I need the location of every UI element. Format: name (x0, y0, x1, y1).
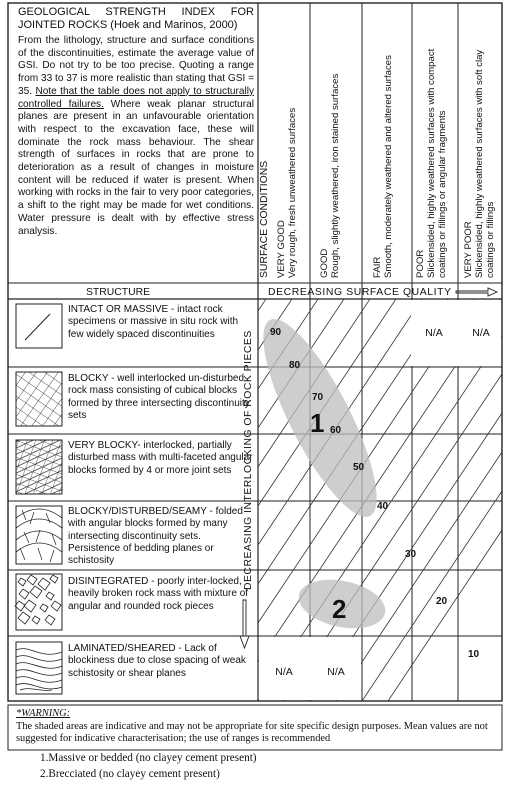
structure-row-blocky (68, 373, 254, 422)
column-name: VERY GOOD (276, 220, 287, 278)
na-label: N/A (472, 327, 490, 339)
structure-name: DISINTEGRATED (68, 576, 149, 587)
structure-row-laminated (68, 643, 254, 680)
column-desc: Very rough, fresh unweathered surfaces (287, 107, 298, 278)
gsi-value: 70 (312, 392, 324, 403)
column-desc: Smooth, moderately weathered and altered surfaces (383, 55, 394, 278)
very-blocky-icon (16, 440, 62, 494)
warning-text (16, 708, 504, 746)
seamy-icon (16, 506, 62, 564)
zone-label-1: 1 (310, 408, 325, 438)
structure-desc: - interlocked, partially disturbed mass with multi-faceted angular blocks formed by 4 or more joint sets (68, 440, 253, 476)
decreasing-interlocking-label: DECREASING INTERLOCKING OF ROCK PIECES (243, 330, 254, 590)
structure-desc: - Lack of blockiness due to close spacing of weak schistosity or shear planes (68, 643, 246, 679)
decreasing-surface-quality-label: DECREASING SURFACE QUALITY (268, 287, 452, 298)
intro-underlined-note: Note that the table does not apply to structurally controlled failures. (18, 85, 254, 110)
column-desc-line-1: Slickensided, highly weathered surfaces with soft clay (474, 49, 485, 278)
intro-body-b: Where weak planar structural planes are present in an unfavourable orientation with respect to the excavation face, these will dominate the rock mass behaviour. The shear strength of surfaces in rocks that are prone to deterioration as a result of changes in moisture content will be reduced if water is present. When working with rocks in the fair to very poor categories, a shift to the right may be made for wet conditions. Water pressure is dealt with by effective stress analysis. (18, 98, 254, 237)
note-2: 2.Brecciated (no clayey cement present) (40, 768, 220, 780)
intro-body-a: From the lithology, structure and surface conditions of the discontinuities, estimate the average value of GSI. Do not try to be too precise. Quoting a range from 33 to 37 is more realistic than stating that GSI = 35. (18, 35, 254, 97)
blocky-icon (16, 372, 62, 426)
structure-desc: - poorly inter-locked, heavily broken rock mass with mixture of angular and rounded rock pieces (68, 576, 249, 612)
gsi-value: 90 (270, 327, 282, 338)
disintegrated-icon (15, 574, 62, 630)
gsi-value: 40 (377, 501, 389, 512)
gsi-value: 30 (405, 549, 417, 560)
intro-text (18, 6, 254, 238)
column-name: GOOD (319, 248, 330, 278)
note-1: 1.Massive or bedded (no clayey cement present) (40, 752, 257, 764)
laminated-icon (16, 642, 62, 694)
structure-name: INTACT OR MASSIVE (68, 304, 169, 315)
gsi-value: 60 (330, 425, 342, 436)
zone-label-2: 2 (332, 594, 347, 624)
intact-icon (16, 304, 62, 348)
structure-header: STRUCTURE (85, 287, 151, 298)
structure-name: VERY BLOCKY (68, 440, 138, 451)
na-label: N/A (425, 327, 443, 339)
structure-desc: - folded with angular blocks formed by many intersecting discontinuity sets. Persistence of bedding planes or schistosity (68, 506, 243, 567)
column-name: POOR (415, 249, 426, 278)
structure-name: BLOCKY (68, 373, 109, 384)
column-name: FAIR (372, 256, 383, 278)
right-arrow-icon (456, 288, 497, 296)
column-desc-line-2: coatings or fillings or angular fragments (437, 110, 448, 278)
column-name: VERY POOR (463, 221, 474, 278)
page-title: GEOLOGICAL STRENGTH INDEX FOR JOINTED ROCKS (Hoek and Marinos, 2000) (18, 6, 254, 31)
gsi-value: 10 (468, 649, 480, 660)
column-desc-line-1: Slickensided, highly weathered surfaces with compact (426, 48, 437, 278)
na-label: N/A (275, 666, 293, 678)
structure-desc: - well interlocked un-disturbed rock mass consisting of cubical blocks formed by three intersecting discontinuity sets (68, 373, 250, 421)
structure-row-very-blocky (68, 440, 254, 477)
structure-row-intact (68, 304, 254, 341)
structure-name: BLOCKY/DISTURBED/SEAMY (68, 506, 207, 517)
gsi-value: 80 (289, 360, 301, 371)
structure-desc: - intact rock specimens or massive in situ rock with few widely spaced discontinuities (68, 304, 239, 340)
structure-row-disintegrated (68, 576, 254, 613)
warning-label: *WARNING: (16, 708, 71, 719)
column-desc: Rough, slightly weathered, iron stained surfaces (330, 73, 341, 278)
gsi-value: 50 (353, 462, 365, 473)
column-desc-line-2: coatings or fillings (485, 201, 496, 278)
structure-name: LAMINATED/SHEARED (68, 643, 176, 654)
gsi-value: 20 (436, 596, 448, 607)
warning-body: The shaded areas are indicative and may not be appropriate for site specific design purposes. Mean values are not suggested for indicative characterisation; the use of ranges is recommended (16, 720, 488, 745)
na-label: N/A (327, 666, 345, 678)
surface-conditions-label: SURFACE CONDITIONS (259, 160, 270, 278)
structure-row-seamy (68, 506, 254, 567)
